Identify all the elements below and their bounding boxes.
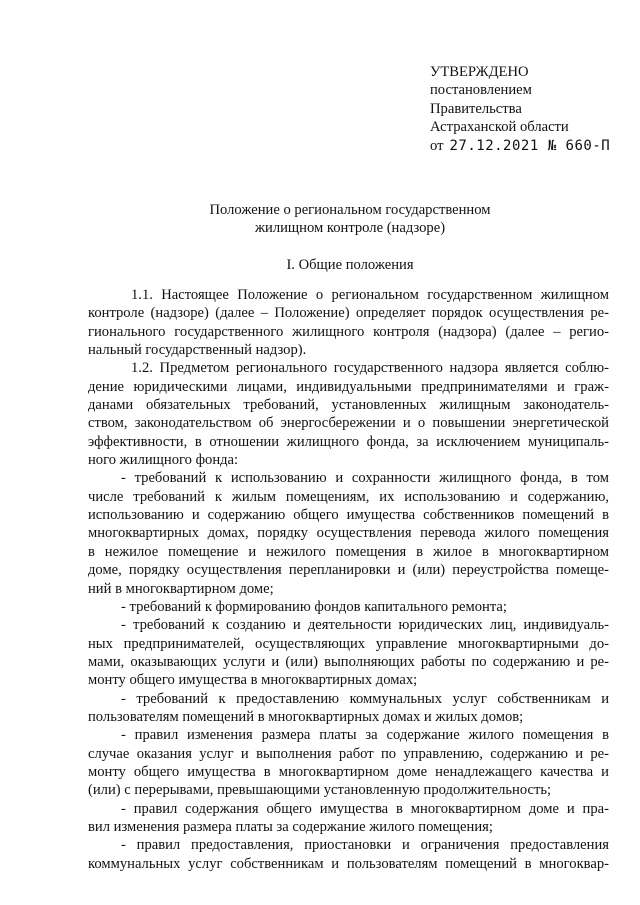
body-line: - правил изменения размера платы за содержание жилого помещения в — [121, 727, 609, 744]
body-line: 1.2. Предметом регионального государственного надзора является соблю- — [131, 360, 609, 377]
document-body — [88, 286, 609, 873]
body-line: - правил предоставления, приостановки и ограничения предоставления — [121, 837, 609, 854]
body-line: использованию и содержанию общего имущества собственников помещений в — [88, 507, 609, 524]
body-line: вил изменения размера платы за содержание жилого помещения; — [88, 818, 493, 835]
body-line: доме, порядку осуществления перепланировки и (или) переустройства помеще- — [88, 562, 609, 579]
body-line: - правил содержания общего имущества в многоквартирном доме и пра- — [121, 800, 609, 817]
document-title-line-2: жилищном контроле (надзоре) — [254, 220, 446, 237]
body-line: пользователям помещений в многоквартирных домах и жилых домов; — [88, 708, 524, 725]
body-line: гионального государственного жилищного контроля (надзора) (далее – регио- — [88, 323, 609, 340]
approval-line-1: постановлением — [430, 82, 532, 99]
approval-line-3: Астраханской области — [430, 119, 569, 136]
body-line: числе требований к жилым помещениям, их использованию и содержанию, — [88, 488, 609, 505]
body-line: 1.1. Настоящее Положение о региональном государственном жилищном — [131, 287, 609, 303]
body-line: монту общего имущества в многоквартирном доме ненадлежащего качества и — [88, 763, 609, 780]
section-heading: I. Общие положения — [286, 257, 414, 273]
body-line: дение юридическими лицами, индивидуальными предпринимателями и граж- — [88, 378, 609, 395]
body-line: мами, оказывающих услуги и (или) выполняющих работы по содержанию и ре- — [88, 653, 609, 670]
body-line: ных предпринимателей, осуществляющих управление многоквартирными до- — [88, 635, 609, 652]
document-title-line-1: Положение о региональном государственном — [209, 202, 491, 218]
body-line: в нежилое помещение и нежилого помещения в жилое в многоквартирном — [88, 543, 609, 560]
body-line: - требований к созданию и деятельности юридических лиц, индивидуаль- — [121, 617, 609, 634]
body-line: нальный государственный надзор). — [88, 342, 307, 359]
body-line: монту общего имущества в многоквартирных домах; — [88, 672, 418, 689]
body-line: коммунальных услуг собственникам и пользователям помещений в многоквар- — [88, 855, 609, 872]
body-line: случае оказания услуг и выполнения работ по управлению, содержанию и ре- — [88, 745, 609, 762]
approval-line-2: Правительства — [430, 100, 522, 117]
body-line: эффективности, в отношении жилищного фонда, за исключением муниципаль- — [88, 433, 609, 450]
approval-date-line — [430, 137, 630, 155]
body-line: контроле (надзоре) (далее – Положение) определяет порядок осуществления ре- — [88, 305, 609, 322]
approval-title: УТВЕРЖДЕНО — [430, 64, 529, 80]
body-line: ством, законодательством об энергосбережении и о повышении энергетической — [88, 415, 609, 432]
body-line: ний в многоквартирном доме; — [88, 580, 274, 597]
body-line: (или) с перерывами, превышающими установленную продолжительность; — [88, 782, 552, 799]
body-line: - требований к формированию фондов капитального ремонта; — [121, 598, 507, 615]
body-line: - требований к предоставлению коммунальных услуг собственникам и — [121, 690, 609, 707]
body-line: ного жилищного фонда: — [88, 452, 239, 469]
approval-stamp — [430, 63, 630, 155]
approval-date-value: 27.12.2021 № 660-П — [449, 137, 611, 154]
approval-date-prefix: от — [430, 137, 444, 154]
document-title — [100, 201, 600, 238]
body-line: - требований к использованию и сохранности жилищного фонда, в том — [121, 470, 609, 487]
body-line: данами обязательных требований, установленных жилищным законодатель- — [88, 397, 609, 414]
body-line: многоквартирных домах, порядку осуществления перевода жилого помещения — [88, 525, 609, 542]
